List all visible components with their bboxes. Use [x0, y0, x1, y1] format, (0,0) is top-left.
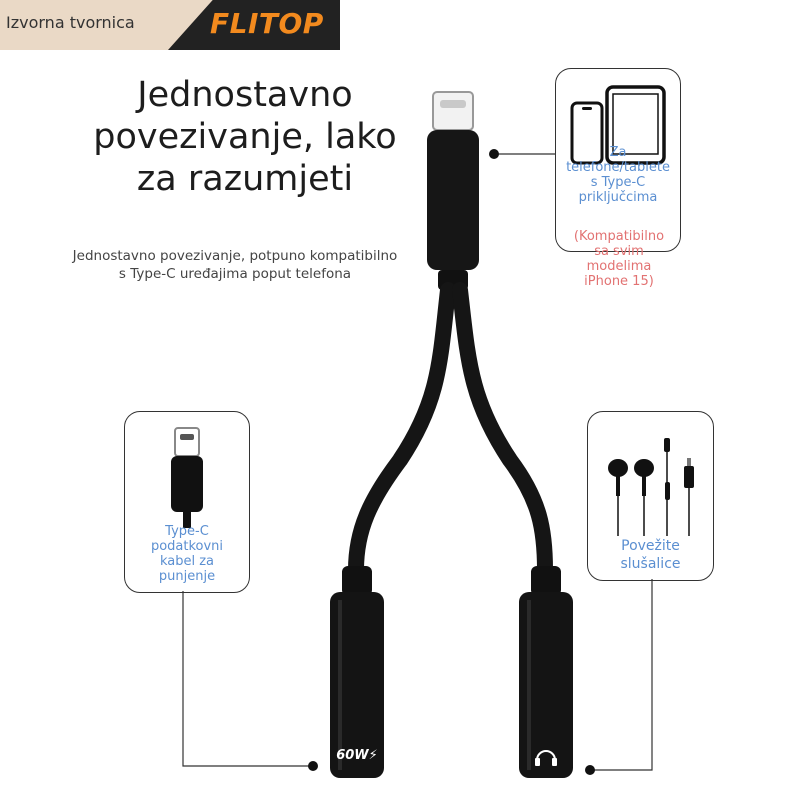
lightning-icon: ⚡: [368, 748, 378, 763]
power-rating-label: 60W⚡: [336, 748, 378, 763]
subheadline-line: s Type-C uređajima poput telefona: [118, 266, 352, 282]
headline-line: za razumjeti: [136, 159, 354, 199]
callout-headphones-caption: Povežite slušalice: [620, 538, 681, 572]
headline-line: Jednostavno: [137, 75, 353, 115]
left-port: [330, 566, 384, 778]
right-port: [519, 566, 573, 778]
subheadline-line: Jednostavno povezivanje, potpuno kompatibilno: [72, 248, 398, 264]
callout-phones-caption: Za telefone/tablete s Type-C priključcima: [566, 145, 670, 205]
callout-cable-caption: Type-C podatkovni kabel za punjenje: [150, 524, 224, 584]
usb-c-plug: [427, 92, 479, 290]
leader-lines: [183, 149, 652, 775]
headline-line: povezivanje, lako: [93, 117, 397, 157]
y-cables: [356, 290, 545, 570]
brand-logo: FLITOP: [210, 7, 324, 40]
compatibility-note: (Kompatibilno sa svim modelima iPhone 15): [573, 229, 665, 289]
origin-label: Izvorna tvornica: [6, 13, 135, 32]
